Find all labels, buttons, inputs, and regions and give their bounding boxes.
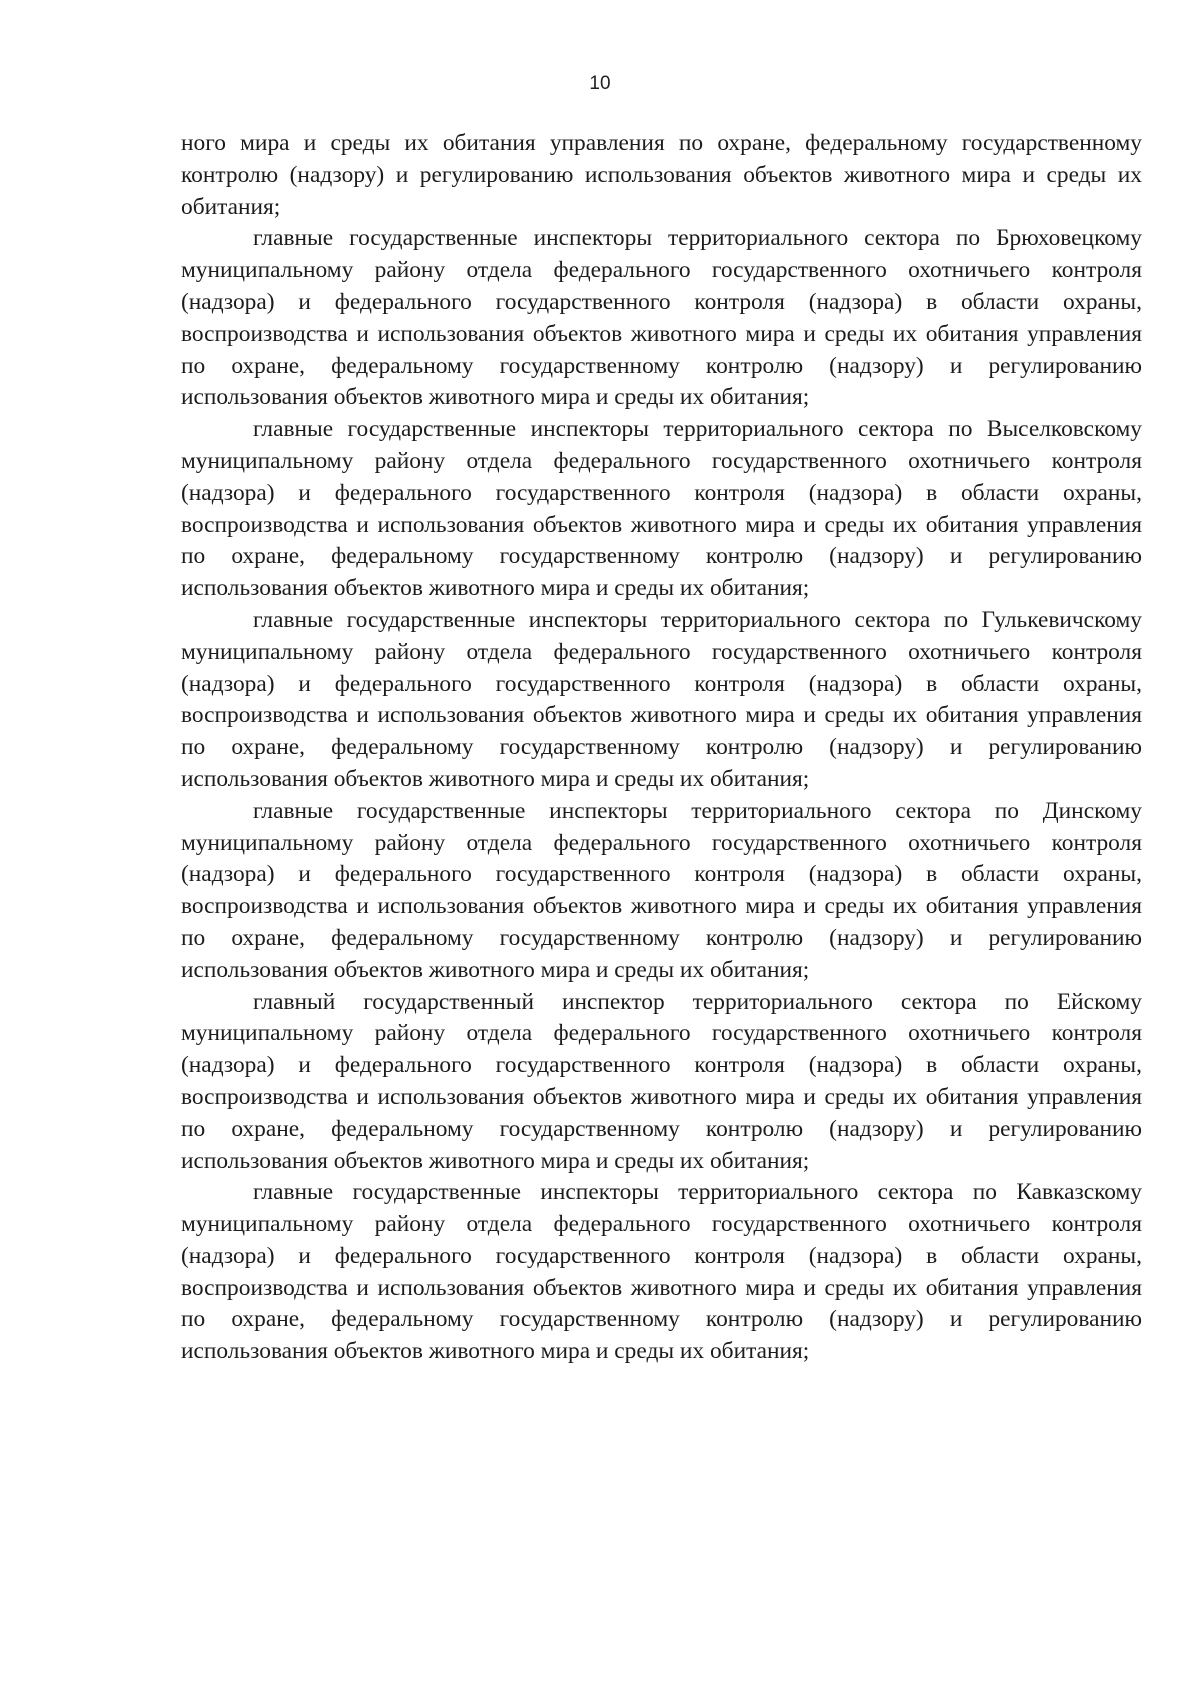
page-number: 10 xyxy=(589,73,611,94)
paragraph-gulkevichsky-sector: главные государственные инспекторы территориального сектора по Гулькевичскому муниципальному району отдела федерального государственного охотничьего контроля (надзора) и федерального государственного контроля (надзора) в области охраны, воспроизводства и использования объектов животного мира и среды их обитания управления по охране, федеральному государственному контролю (надзору) и регулированию использования объектов животного мира и среды их обитания; xyxy=(181,606,1142,792)
document-body xyxy=(181,128,1142,1368)
paragraph-vyselkovsky-sector: главные государственные инспекторы территориального сектора по Выселковскому муниципальному району отдела федерального государственного охотничьего контроля (надзора) и федерального государственного контроля (надзора) в области охраны, воспроизводства и использования объектов животного мира и среды их обитания управления по охране, федеральному государственному контролю (надзору) и регулированию использования объектов животного мира и среды их обитания; xyxy=(181,416,1142,602)
paragraph-continuation: ного мира и среды их обитания управления по охране, федеральному государственному контролю (надзору) и регулированию использования объектов животного мира и среды их обитания; xyxy=(181,130,1142,220)
paragraph-yeysky-sector: главный государственный инспектор территориального сектора по Ейскому муниципальному району отдела федерального государственного охотничьего контроля (надзора) и федерального государственного контроля (надзора) в области охраны, воспроизводства и использования объектов животного мира и среды их обитания управления по охране, федеральному государственному контролю (надзору) и регулированию использования объектов животного мира и среды их обитания; xyxy=(181,988,1142,1174)
paragraph-kavkazsky-sector: главные государственные инспекторы территориального сектора по Кавказскому муниципальному району отдела федерального государственного охотничьего контроля (надзора) и федерального государственного контроля (надзора) в области охраны, воспроизводства и использования объектов животного мира и среды их обитания управления по охране, федеральному государственному контролю (надзору) и регулированию использования объектов животного мира и среды их обитания; xyxy=(181,1179,1142,1365)
paragraph-dinskoy-sector: главные государственные инспекторы территориального сектора по Динскому муниципальному району отдела федерального государственного охотничьего контроля (надзора) и федерального государственного контроля (надзора) в области охраны, воспроизводства и использования объектов животного мира и среды их обитания управления по охране, федеральному государственному контролю (надзору) и регулированию использования объектов животного мира и среды их обитания; xyxy=(181,797,1142,983)
paragraph-bryukhovetsky-sector: главные государственные инспекторы территориального сектора по Брюховецкому муниципальному району отдела федерального государственного охотничьего контроля (надзора) и федерального государственного контроля (надзора) в области охраны, воспроизводства и использования объектов животного мира и среды их обитания управления по охране, федеральному государственному контролю (надзору) и регулированию использования объектов животного мира и среды их обитания; xyxy=(181,225,1142,411)
